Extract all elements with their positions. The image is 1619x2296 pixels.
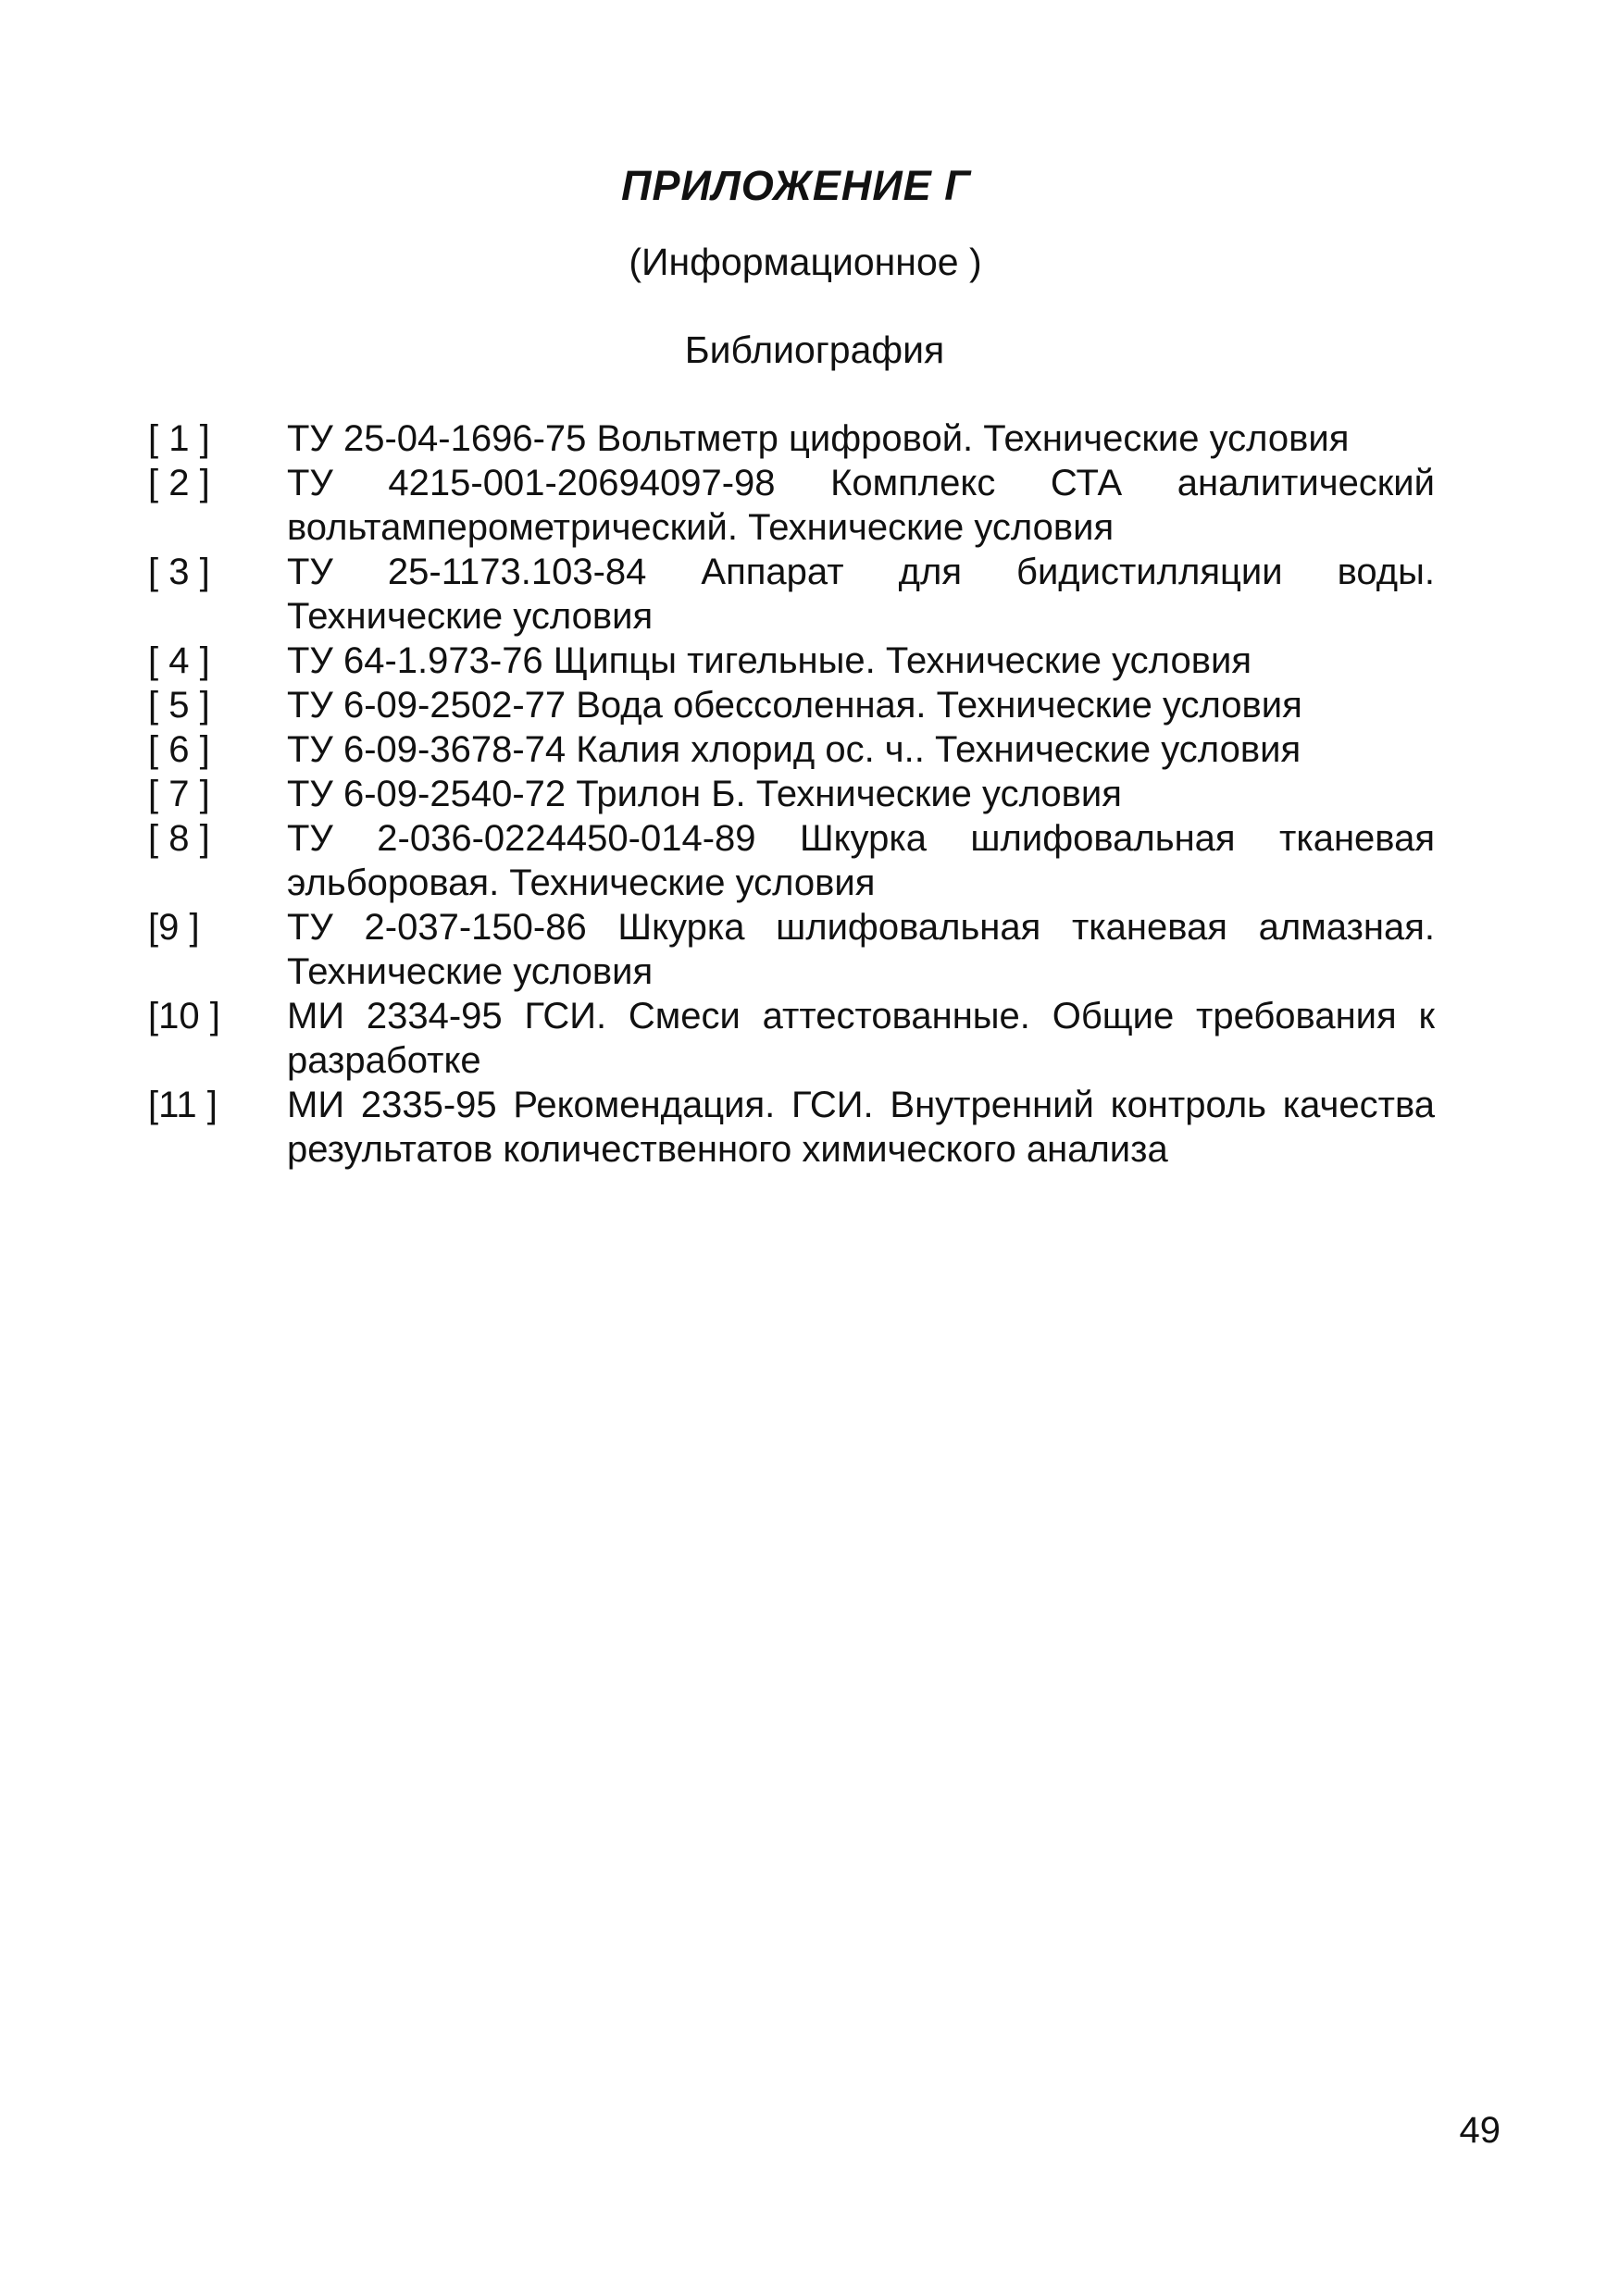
bibliography-ref-number: [ 8 ]: [148, 818, 210, 859]
bibliography-item: [148, 772, 1435, 816]
bibliography-ref-number: [10 ]: [148, 996, 220, 1036]
bibliography-ref-text: МИ 2335-95 Рекомендация. ГСИ. Внутренний контроль качества результатов количественного химического анализа: [287, 1085, 1435, 1170]
bibliography-ref-text: ТУ 4215-001-20694097-98 Комплекс СТА аналитический вольтамперометрический. Технические условия: [287, 463, 1435, 548]
bibliography-item: [148, 816, 1435, 905]
bibliography-ref-number: [11 ]: [148, 1085, 218, 1125]
bibliography-item: [148, 994, 1435, 1083]
bibliography-ref-number: [ 7 ]: [148, 774, 210, 814]
bibliography-title: Библиография: [684, 329, 945, 371]
bibliography-ref-number: [ 4 ]: [148, 640, 210, 681]
appendix-subtitle: (Информационное ): [629, 241, 982, 283]
bibliography-ref-text: ТУ 25-04-1696-75 Вольтметр цифровой. Технические условия: [287, 418, 1350, 459]
bibliography-ref-text: ТУ 25-1173.103-84 Аппарат для бидистилляции воды. Технические условия: [287, 552, 1435, 637]
bibliography-ref-number: [ 5 ]: [148, 685, 210, 726]
bibliography-ref-text: ТУ 6-09-3678-74 Калия хлорид ос. ч.. Технические условия: [287, 729, 1301, 770]
bibliography-list: [148, 416, 1435, 1172]
bibliography-ref-number: [ 6 ]: [148, 729, 210, 770]
bibliography-ref-text: ТУ 6-09-2540-72 Трилон Б. Технические условия: [287, 774, 1122, 814]
bibliography-item: [148, 550, 1435, 639]
bibliography-item: [148, 683, 1435, 727]
bibliography-ref-number: [9 ]: [148, 907, 200, 948]
bibliography-item: [148, 727, 1435, 772]
bibliography-ref-text: ТУ 64-1.973-76 Щипцы тигельные. Технические условия: [287, 640, 1252, 681]
bibliography-item: [148, 639, 1435, 683]
bibliography-item: [148, 461, 1435, 550]
bibliography-ref-text: ТУ 6-09-2502-77 Вода обессоленная. Технические условия: [287, 685, 1302, 726]
appendix-title: ПРИЛОЖЕНИЕ Г: [621, 162, 971, 209]
bibliography-item: [148, 1083, 1435, 1172]
bibliography-ref-number: [ 3 ]: [148, 552, 210, 592]
bibliography-ref-text: ТУ 2-037-150-86 Шкурка шлифовальная тканевая алмазная. Технические условия: [287, 907, 1435, 992]
page-number: 49: [1459, 2110, 1501, 2151]
bibliography-ref-number: [ 2 ]: [148, 463, 210, 503]
bibliography-item: [148, 416, 1435, 461]
bibliography-item: [148, 905, 1435, 994]
bibliography-ref-text: ТУ 2-036-0224450-014-89 Шкурка шлифовальная тканевая эльборовая. Технические условия: [287, 818, 1435, 903]
bibliography-ref-number: [ 1 ]: [148, 418, 210, 459]
bibliography-ref-text: МИ 2334-95 ГСИ. Смеси аттестованные. Общие требования к разработке: [287, 996, 1435, 1081]
